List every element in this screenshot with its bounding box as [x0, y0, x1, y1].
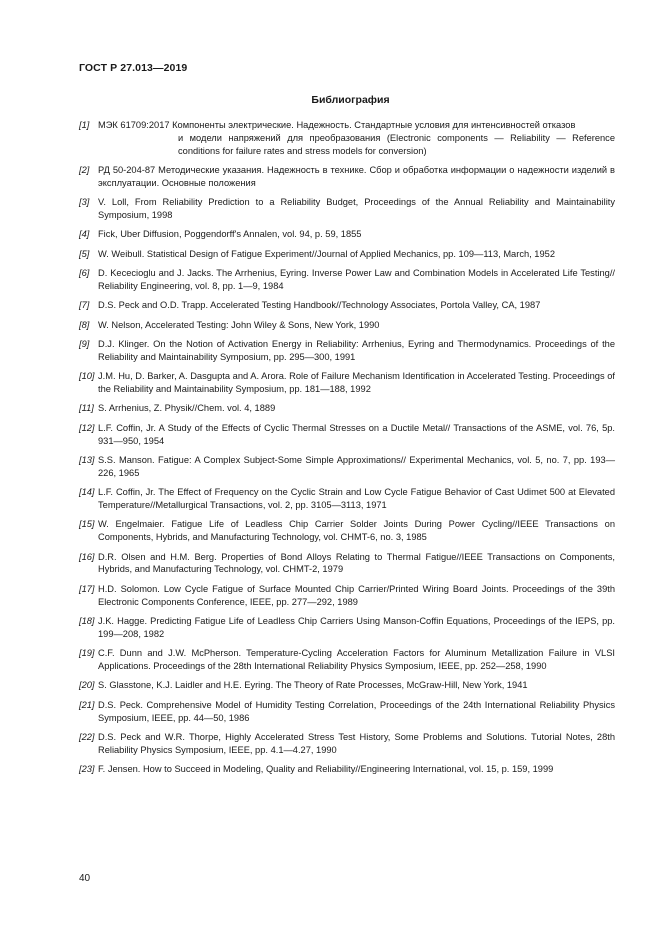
bibliography-entry [79, 267, 615, 293]
reference-number: [12] [79, 422, 95, 433]
bibliography-entry [79, 518, 615, 544]
reference-citation: V. Loll, From Reliability Prediction to a Reliability Budget, Proceedings of the Annual Reliability and Maintainability Symposium, 1998 [98, 197, 615, 220]
bibliography-entry [79, 422, 615, 448]
bibliography-entry [79, 583, 615, 609]
reference-number: [22] [79, 731, 95, 742]
bibliography-entry [79, 119, 615, 157]
reference-citation: F. Jensen. How to Succeed in Modeling, Quality and Reliability//Engineering International, vol. 15, p. 159, 1999 [98, 764, 554, 775]
reference-number: [4] [79, 229, 90, 240]
bibliography-entry [79, 196, 615, 222]
reference-number: [23] [79, 764, 95, 775]
bibliography-entry [79, 679, 615, 692]
reference-number: [1] [79, 120, 90, 130]
reference-number: [2] [79, 164, 90, 175]
reference-number: [6] [79, 268, 90, 279]
reference-number: [16] [79, 551, 95, 562]
reference-citation: C.F. Dunn and J.W. McPherson. Temperature-Cycling Acceleration Factors for Aluminum Metallization Failure in VLSI Applications. Proceedings of the 28th International Reliability Physics Symposium, IEEE, pp. 252—258, 1990 [98, 648, 615, 671]
reference-number: [20] [79, 680, 95, 691]
reference-citation: W. Weibull. Statistical Design of Fatigue Experiment//Journal of Applied Mechanics, pp. 109—113, March, 1952 [98, 248, 555, 259]
reference-citation: D.S. Peck and W.R. Thorpe, Highly Accelerated Stress Test History, Some Problems and Solutions. Tutorial Notes, 28th Reliability Physics Symposium, IEEE, pp. 4.1—4.27, 1990 [98, 731, 615, 755]
reference-text [98, 518, 615, 544]
reference-number: [10] [79, 371, 95, 382]
reference-number: [21] [79, 699, 95, 710]
reference-number: [7] [79, 300, 90, 311]
reference-number: [15] [79, 519, 95, 530]
bibliography-entry [79, 763, 615, 776]
standard-designation: ГОСТ Р 27.013—2019 [79, 62, 188, 74]
reference-citation: J.M. Hu, D. Barker, A. Dasgupta and A. Arora. Role of Failure Mechanism Identification in Accelerated Testing. Proceedings of the Reliability and Maintainability Symposium, pp. 181—188, 1992 [98, 371, 615, 395]
reference-text [98, 319, 615, 332]
reference-text [98, 454, 615, 480]
reference-citation: S. Arrhenius, Z. Physik//Chem. vol. 4, 1889 [98, 403, 276, 414]
reference-text [98, 196, 615, 222]
reference-text [98, 299, 615, 312]
reference-citation: РД 50-204-87 Методические указания. Надежность в технике. Сбор и обработка информации о надежности изделий в эксплуатации. Основные положения [98, 164, 615, 188]
bibliography-entry [79, 370, 615, 396]
reference-citation: S.S. Manson. Fatigue: A Complex Subject-Some Simple Approximations// Experimental Mechanics, vol. 5, no. 7, pp. 193—226, 1965 [98, 455, 615, 478]
reference-text [98, 248, 615, 261]
reference-text [98, 422, 615, 448]
reference-citation: Fick, Uber Diffusion, Poggendorff's Annalen, vol. 94, p. 59, 1855 [98, 229, 362, 240]
bibliography-entry [79, 228, 615, 241]
reference-citation: W. Engelmaier. Fatigue Life of Leadless Chip Carrier Solder Joints During Power Cycling//IEEE Transactions on Components, Hybrids, and Manufacturing Technology, vol. CHMT-6, no. 3, 1985 [98, 519, 615, 543]
bibliography-entry [79, 402, 615, 415]
reference-citation: D.J. Klinger. On the Notion of Activation Energy in Reliability: Arrhenius, Eyring and Thermodynamics. Proceedings of the Reliability and Maintainability Symposium, pp. 295—300, 1991 [98, 339, 615, 362]
reference-text [98, 119, 615, 157]
reference-text [98, 551, 615, 577]
reference-citation: S. Glasstone, K.J. Laidler and H.E. Eyring. The Theory of Rate Processes, McGraw-Hill, New York, 1941 [98, 680, 528, 691]
reference-number: [8] [79, 319, 90, 330]
reference-number: [14] [79, 487, 95, 498]
section-title: Библиография [311, 94, 390, 106]
bibliography-list [79, 119, 615, 783]
reference-text [98, 164, 615, 190]
reference-text [98, 402, 615, 415]
reference-citation: D.R. Olsen and H.M. Berg. Properties of Bond Alloys Relating to Thermal Fatigue//IEEE Transactions on Components, Hybrids, and Manufacturing Technology, vol. CHMT-2, 1979 [98, 551, 615, 575]
bibliography-entry [79, 647, 615, 673]
bibliography-entry [79, 486, 615, 512]
bibliography-entry [79, 731, 615, 757]
reference-citation: D.S. Peck and O.D. Trapp. Accelerated Testing Handbook//Technology Associates, Portola Valley, CA, 1987 [98, 300, 541, 311]
page-number: 40 [79, 873, 91, 884]
reference-citation: J.K. Hagge. Predicting Fatigue Life of Leadless Chip Carriers Using Manson-Coffin Equations, Proceedings of the IEPS, pp. 199—208, 1982 [98, 616, 615, 639]
reference-citation: L.F. Coffin, Jr. A Study of the Effects of Cyclic Thermal Stresses on a Ductile Metal// Transactions of the ASME, vol. 76, 5p. 931—950, 1954 [98, 422, 615, 446]
reference-text [98, 731, 615, 757]
reference-citation: H.D. Solomon. Low Cycle Fatigue of Surface Mounted Chip Carrier/Printed Wiring Board Joints. Proceedings of the 39th Electronic Components Conference, IEEE, pp. 277—292, 1989 [98, 583, 615, 607]
reference-text [98, 370, 615, 396]
reference-text [98, 338, 615, 364]
reference-text [98, 486, 615, 512]
bibliography-entry [79, 164, 615, 190]
reference-text [98, 228, 615, 241]
reference-text [98, 615, 615, 641]
bibliography-entry [79, 299, 615, 312]
bibliography-entry [79, 454, 615, 480]
bibliography-entry [79, 615, 615, 641]
bibliography-entry [79, 338, 615, 364]
reference-text [98, 267, 615, 293]
reference-number: [11] [79, 403, 94, 414]
reference-text [98, 763, 615, 776]
reference-citation: W. Nelson, Accelerated Testing: John Wiley & Sons, New York, 1990 [98, 319, 380, 330]
reference-text [98, 583, 615, 609]
reference-citation: МЭК 61709:2017 Компоненты электрические. Надежность. Стандартные условия для интенсивностей отказов [98, 120, 576, 130]
reference-number: [18] [79, 616, 95, 626]
reference-citation: D.S. Peck. Comprehensive Model of Humidity Testing Correlation, Proceedings of the 24th International Reliability Physics Symposium, IEEE, pp. 44—50, 1986 [98, 699, 615, 723]
reference-number: [9] [79, 339, 90, 350]
reference-continuation: и модели напряжений для преобразования (Electronic components — Reliability — Reference conditions for failure rates and stress models for conversion) [178, 132, 615, 156]
reference-text [98, 699, 615, 725]
reference-number: [17] [79, 583, 95, 594]
bibliography-entry [79, 699, 615, 725]
reference-number: [3] [79, 197, 90, 208]
bibliography-entry [79, 319, 615, 332]
reference-citation: D. Kececioglu and J. Jacks. The Arrhenius, Eyring. Inverse Power Law and Combination Models in Accelerated Life Testing// Reliability Engineering, vol. 8, pp. 1—9, 1984 [98, 268, 615, 291]
reference-text [98, 679, 615, 692]
reference-citation: L.F. Coffin, Jr. The Effect of Frequency on the Cyclic Strain and Low Cycle Fatigue Behavior of Cast Udimet 500 at Elevated Temperature//Metallurgical Transactions, vol. 2, pp. 3105—3113, 1971 [98, 487, 615, 511]
reference-text [98, 647, 615, 673]
reference-number: [5] [79, 248, 90, 259]
bibliography-entry [79, 248, 615, 261]
bibliography-entry [79, 551, 615, 577]
reference-number: [13] [79, 455, 95, 466]
reference-number: [19] [79, 648, 95, 659]
